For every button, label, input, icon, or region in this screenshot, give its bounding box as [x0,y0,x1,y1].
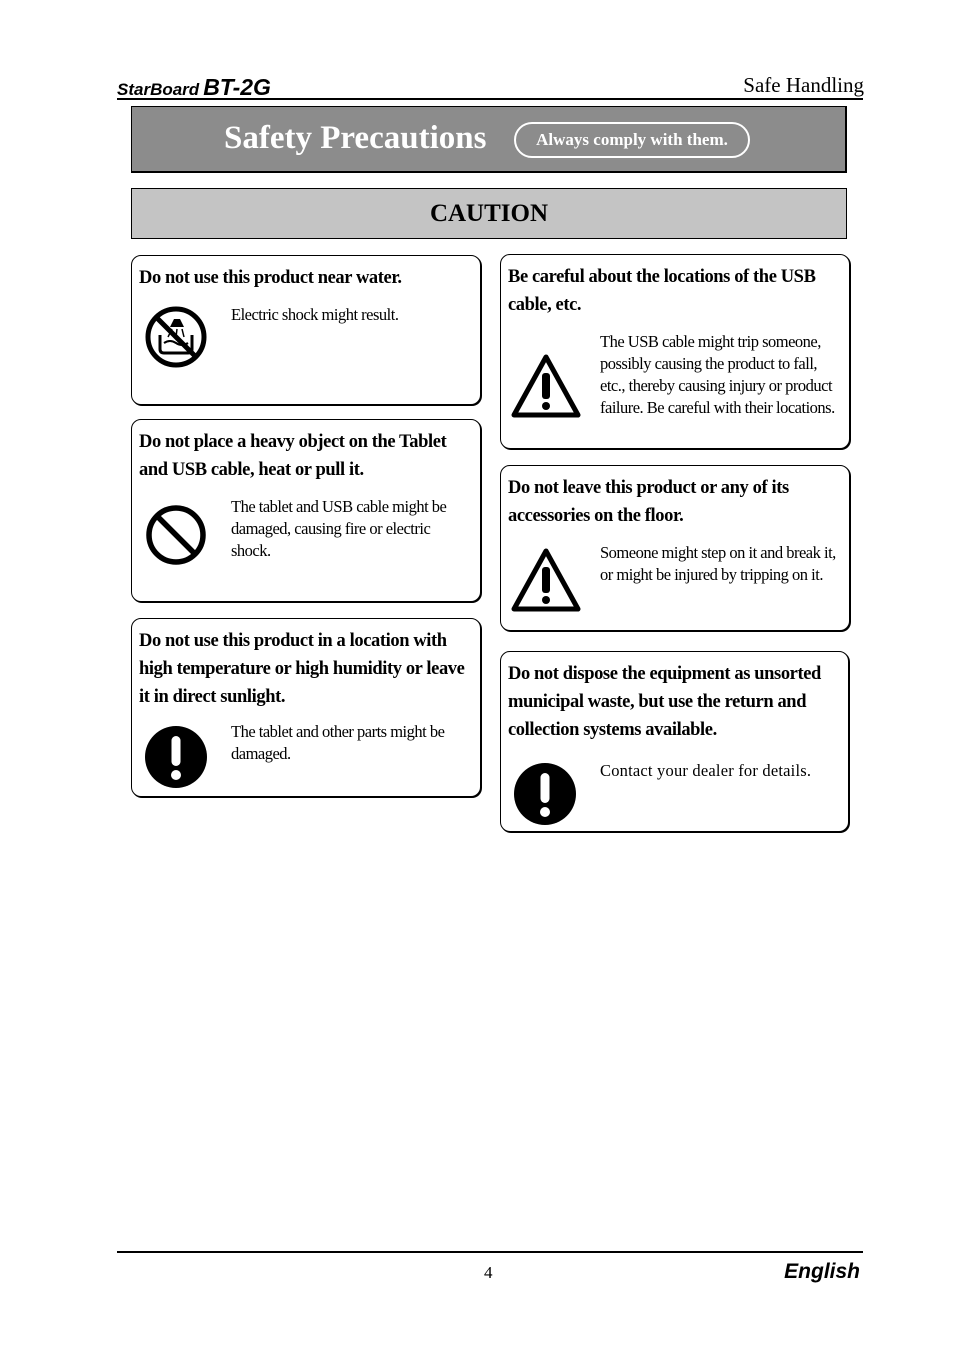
card-body: Someone might step on it and break it, or might be injured by tripping on it. [600,543,836,584]
mandatory-exclamation-icon [513,762,577,826]
card-title: Do not dispose the equipment as unsorted municipal waste, but use the return and collection systems available. [508,664,821,740]
caution-card-disposal [500,651,849,832]
title-banner [131,106,847,173]
comply-badge: Always comply with them. [514,122,750,158]
caution-card-floor [500,465,850,631]
section-label: Safe Handling [743,73,864,97]
mandatory-exclamation-icon [144,725,208,789]
card-title: Do not place a heavy object on the Tablet and USB cable, heat or pull it. [139,432,447,480]
warning-triangle-icon [511,353,581,419]
card-body: The USB cable might trip someone, possibly causing the product to fall, etc., thereby causing injury or product failure. Be careful with their locations. [600,332,835,417]
caution-card-heavy-object [131,419,481,602]
caution-card-usb-cable [500,254,850,449]
model-name: BT-2G [203,74,271,100]
header-divider [117,98,863,100]
card-title: Do not use this product in a location with high temperature or high humidity or leave it in direct sunlight. [139,631,465,707]
card-title: Be careful about the locations of the USB cable, etc. [508,267,816,315]
caution-card-temperature [131,618,481,797]
card-body: The tablet and USB cable might be damaged, causing fire or electric shock. [231,497,447,560]
language-label: English [784,1260,860,1283]
product-brand [117,74,271,101]
no-water-icon [144,305,208,369]
prohibited-icon [144,503,208,567]
caution-card-water [131,255,481,405]
card-title: Do not use this product near water. [139,268,402,288]
footer-divider [117,1251,863,1253]
card-title: Do not leave this product or any of its accessories on the floor. [508,478,789,526]
warning-triangle-icon [511,547,581,613]
brand-name: StarBoard [117,80,200,99]
caution-heading: CAUTION [131,188,847,239]
card-body: Electric shock might result. [231,305,399,324]
card-body: The tablet and other parts might be damaged. [231,722,445,763]
page-number: 4 [484,1263,493,1282]
card-body: Contact your dealer for details. [600,761,812,780]
page-title: Safety Precautions [224,120,487,156]
